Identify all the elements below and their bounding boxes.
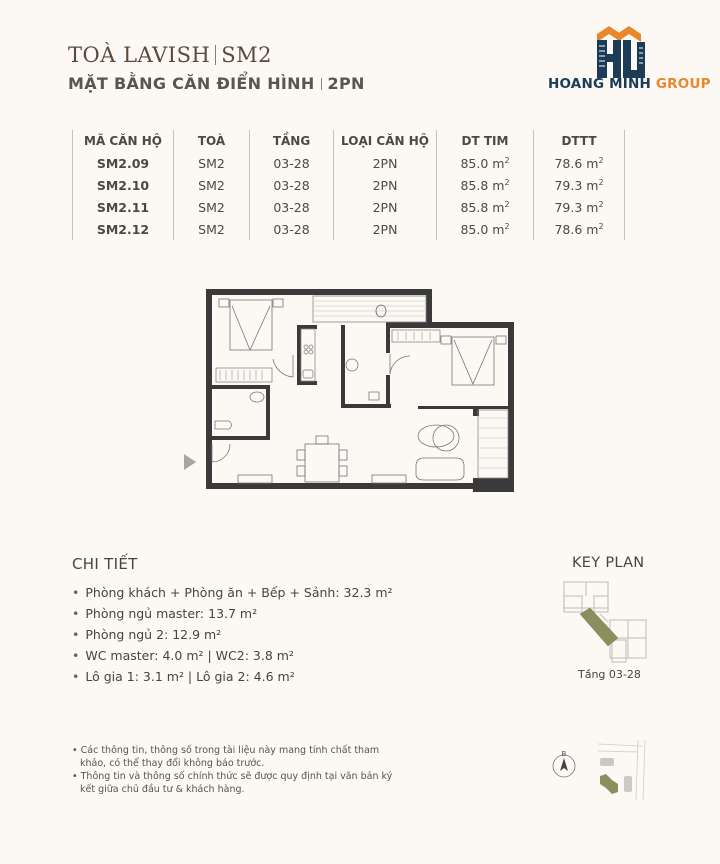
detail-item-bedroom-2: • Phòng ngủ 2: 12.9 m² bbox=[72, 624, 393, 645]
cell-tower: SM2 bbox=[174, 218, 250, 240]
disclaimer-notes bbox=[72, 744, 402, 796]
unit-superscript: 2 bbox=[504, 155, 510, 165]
cell-code: SM2.10 bbox=[73, 174, 174, 196]
building-name: TOÀ LAVISH bbox=[68, 43, 211, 67]
table-header-row bbox=[73, 130, 625, 152]
note-item: • Các thông tin, thông số trong tài liệu này mang tính chất tham khảo, có thể thay đổi không báo trước. bbox=[72, 744, 402, 770]
col-header-type: LOẠI CĂN HỘ bbox=[334, 130, 437, 152]
bed-icon bbox=[219, 299, 283, 350]
unit-superscript: 2 bbox=[504, 177, 510, 187]
cell-code: SM2.09 bbox=[73, 152, 174, 174]
unit-superscript: 2 bbox=[598, 199, 604, 209]
site-map bbox=[548, 736, 658, 806]
cell-floor: 03-28 bbox=[250, 218, 334, 240]
key-plan-title: KEY PLAN bbox=[572, 555, 645, 571]
dttt-value: 79.3 m bbox=[554, 199, 599, 215]
detail-item-loggia: • Lô gia 1: 3.1 m² | Lô gia 2: 4.6 m² bbox=[72, 666, 393, 687]
detail-item-wc: • WC master: 4.0 m² | WC2: 3.8 m² bbox=[72, 645, 393, 666]
cell-dttt bbox=[534, 218, 625, 240]
cell-dt-tim bbox=[437, 152, 534, 174]
brand-primary: HOANG MINH bbox=[548, 76, 651, 92]
units-table bbox=[72, 130, 625, 240]
cell-code: SM2.12 bbox=[73, 218, 174, 240]
unit-type: 2PN bbox=[327, 74, 365, 93]
cell-dttt bbox=[534, 174, 625, 196]
unit-superscript: 2 bbox=[598, 155, 604, 165]
cell-type: 2PN bbox=[334, 196, 437, 218]
title-divider bbox=[215, 45, 216, 65]
details-title: CHI TIẾT bbox=[72, 555, 138, 573]
dt-tim-value: 85.8 m bbox=[460, 177, 505, 193]
dt-tim-value: 85.0 m bbox=[460, 155, 505, 171]
subtitle-text: MẶT BẰNG CĂN ĐIỂN HÌNH bbox=[68, 74, 315, 93]
dttt-value: 78.6 m bbox=[554, 221, 599, 237]
floor-plan bbox=[180, 285, 520, 495]
details-list bbox=[72, 582, 393, 687]
cell-type: 2PN bbox=[334, 152, 437, 174]
table-row bbox=[73, 196, 625, 218]
table-row bbox=[73, 174, 625, 196]
brand-wordmark bbox=[548, 76, 711, 92]
subtitle-divider bbox=[321, 78, 322, 90]
unit-superscript: 2 bbox=[504, 199, 510, 209]
bed-icon bbox=[441, 336, 506, 385]
entry-arrow-icon bbox=[184, 454, 196, 470]
dt-tim-value: 85.0 m bbox=[460, 221, 505, 237]
cell-floor: 03-28 bbox=[250, 174, 334, 196]
svg-text:B: B bbox=[561, 750, 567, 758]
col-header-dt-tim: DT TIM bbox=[437, 130, 534, 152]
key-plan-caption: Tầng 03-28 bbox=[578, 668, 641, 681]
col-header-dttt: DTTT bbox=[534, 130, 625, 152]
cell-dt-tim bbox=[437, 196, 534, 218]
note-item: • Thông tin và thông số chính thức sẽ được quy định tại văn bản ký kết giữa chủ đầu tư & khách hàng. bbox=[72, 770, 402, 796]
unit-superscript: 2 bbox=[598, 177, 604, 187]
cell-tower: SM2 bbox=[174, 174, 250, 196]
table-row bbox=[73, 218, 625, 240]
cell-dt-tim bbox=[437, 174, 534, 196]
cell-dttt bbox=[534, 152, 625, 174]
col-header-tower: TOÀ bbox=[174, 130, 250, 152]
dttt-value: 79.3 m bbox=[554, 177, 599, 193]
cell-tower: SM2 bbox=[174, 196, 250, 218]
brand-secondary: GROUP bbox=[655, 76, 711, 92]
col-header-floor: TẦNG bbox=[250, 130, 334, 152]
cell-type: 2PN bbox=[334, 218, 437, 240]
col-header-code: MÃ CĂN HỘ bbox=[73, 130, 174, 152]
balcony-1 bbox=[313, 296, 426, 322]
building-title bbox=[68, 43, 272, 67]
cell-dt-tim bbox=[437, 218, 534, 240]
dttt-value: 78.6 m bbox=[554, 155, 599, 171]
cell-floor: 03-28 bbox=[250, 152, 334, 174]
cell-floor: 03-28 bbox=[250, 196, 334, 218]
detail-item-master-bedroom: • Phòng ngủ master: 13.7 m² bbox=[72, 603, 393, 624]
building-code: SM2 bbox=[221, 43, 273, 67]
table-row bbox=[73, 152, 625, 174]
key-plan-diagram bbox=[560, 578, 655, 668]
cell-type: 2PN bbox=[334, 174, 437, 196]
detail-item-living: • Phòng khách + Phòng ăn + Bếp + Sảnh: 32.3 m² bbox=[72, 582, 393, 603]
cell-code: SM2.11 bbox=[73, 196, 174, 218]
compass-icon bbox=[553, 750, 575, 777]
highlighted-unit bbox=[580, 608, 618, 646]
plan-subtitle bbox=[68, 74, 365, 93]
cell-tower: SM2 bbox=[174, 152, 250, 174]
dt-tim-value: 85.8 m bbox=[460, 199, 505, 215]
unit-superscript: 2 bbox=[504, 221, 510, 231]
cell-dttt bbox=[534, 196, 625, 218]
unit-superscript: 2 bbox=[598, 221, 604, 231]
